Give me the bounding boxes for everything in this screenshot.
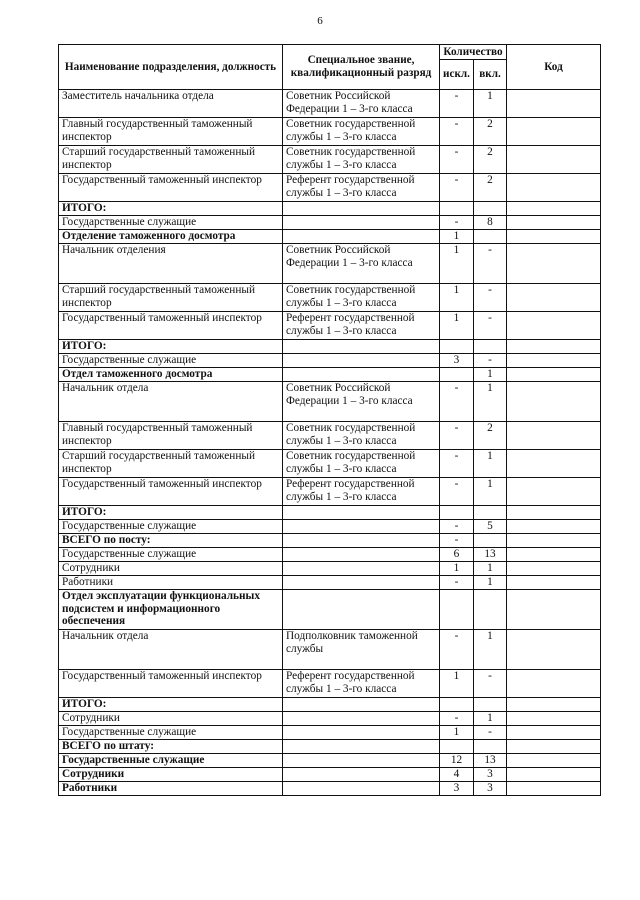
table-row	[59, 630, 601, 670]
row-rank-cell	[283, 782, 440, 796]
row-name-cell: ИТОГО:	[59, 340, 283, 354]
row-code-cell	[507, 726, 601, 740]
row-rank-cell	[283, 534, 440, 548]
row-included-cell: 1	[474, 712, 507, 726]
table-row	[59, 118, 601, 146]
row-rank-cell	[283, 726, 440, 740]
table-row	[59, 768, 601, 782]
row-included-cell: -	[474, 284, 507, 312]
row-excluded-cell	[440, 340, 474, 354]
row-code-cell	[507, 630, 601, 670]
row-included-cell	[474, 534, 507, 548]
row-rank-cell: Референт государственной службы 1 – 3-го класса	[283, 478, 440, 506]
row-rank-cell	[283, 520, 440, 534]
row-excluded-cell: 3	[440, 782, 474, 796]
row-included-cell: 8	[474, 216, 507, 230]
table-row	[59, 782, 601, 796]
row-rank-cell	[283, 230, 440, 244]
header-included: вкл.	[474, 60, 507, 90]
row-included-cell: 13	[474, 548, 507, 562]
row-excluded-cell: 1	[440, 230, 474, 244]
row-excluded-cell: -	[440, 118, 474, 146]
row-excluded-cell: -	[440, 216, 474, 230]
row-rank-cell: Советник Российской Федерации 1 – 3-го класса	[283, 244, 440, 284]
table-row	[59, 90, 601, 118]
row-included-cell: 2	[474, 146, 507, 174]
row-included-cell: 1	[474, 90, 507, 118]
row-name-cell: Сотрудники	[59, 562, 283, 576]
row-excluded-cell: -	[440, 712, 474, 726]
row-excluded-cell	[440, 740, 474, 754]
row-code-cell	[507, 422, 601, 450]
row-rank-cell	[283, 506, 440, 520]
row-excluded-cell: -	[440, 630, 474, 670]
row-name-cell: Государственные служащие	[59, 726, 283, 740]
row-name-cell: Главный государственный таможенный инспектор	[59, 118, 283, 146]
row-excluded-cell: -	[440, 576, 474, 590]
row-name-cell: ИТОГО:	[59, 698, 283, 712]
row-name-cell: Государственные служащие	[59, 548, 283, 562]
row-included-cell: 3	[474, 768, 507, 782]
table-row	[59, 450, 601, 478]
row-name-cell: Государственные служащие	[59, 754, 283, 768]
row-name-cell: Отдел эксплуатации функциональных подсистем и информационного обеспечения	[59, 590, 283, 630]
row-included-cell: 1	[474, 478, 507, 506]
table-row	[59, 506, 601, 520]
table-row	[59, 562, 601, 576]
row-excluded-cell: -	[440, 90, 474, 118]
row-name-cell: Старший государственный таможенный инспектор	[59, 284, 283, 312]
row-code-cell	[507, 368, 601, 382]
table-row	[59, 312, 601, 340]
header-excluded: искл.	[440, 60, 474, 90]
row-name-cell: Старший государственный таможенный инспектор	[59, 146, 283, 174]
row-excluded-cell: -	[440, 422, 474, 450]
row-excluded-cell: -	[440, 382, 474, 422]
row-name-cell: ВСЕГО по штату:	[59, 740, 283, 754]
row-code-cell	[507, 548, 601, 562]
staff-table	[58, 44, 601, 796]
row-code-cell	[507, 202, 601, 216]
row-excluded-cell: -	[440, 146, 474, 174]
table-row	[59, 284, 601, 312]
table-row	[59, 670, 601, 698]
row-included-cell	[474, 202, 507, 216]
header-name: Наименование подразделения, должность	[59, 45, 283, 90]
row-code-cell	[507, 244, 601, 284]
row-excluded-cell: 1	[440, 670, 474, 698]
table-row	[59, 548, 601, 562]
row-included-cell	[474, 698, 507, 712]
table-row	[59, 340, 601, 354]
row-code-cell	[507, 340, 601, 354]
row-excluded-cell: 12	[440, 754, 474, 768]
row-excluded-cell: -	[440, 520, 474, 534]
row-included-cell: 2	[474, 118, 507, 146]
row-excluded-cell: 1	[440, 726, 474, 740]
row-rank-cell: Советник государственной службы 1 – 3-го класса	[283, 284, 440, 312]
row-name-cell: Заместитель начальника отдела	[59, 90, 283, 118]
table-row	[59, 520, 601, 534]
row-excluded-cell: 1	[440, 284, 474, 312]
row-rank-cell	[283, 712, 440, 726]
row-included-cell	[474, 506, 507, 520]
table-row	[59, 698, 601, 712]
row-code-cell	[507, 590, 601, 630]
table-row	[59, 382, 601, 422]
row-excluded-cell	[440, 698, 474, 712]
row-name-cell: Работники	[59, 576, 283, 590]
table-row	[59, 726, 601, 740]
row-rank-cell	[283, 340, 440, 354]
row-included-cell	[474, 590, 507, 630]
row-name-cell: Старший государственный таможенный инспектор	[59, 450, 283, 478]
row-included-cell: 5	[474, 520, 507, 534]
row-excluded-cell	[440, 590, 474, 630]
row-excluded-cell	[440, 202, 474, 216]
row-included-cell: 3	[474, 782, 507, 796]
row-included-cell	[474, 230, 507, 244]
row-excluded-cell: 3	[440, 354, 474, 368]
table-row	[59, 146, 601, 174]
row-rank-cell: Советник государственной службы 1 – 3-го класса	[283, 118, 440, 146]
row-rank-cell: Референт государственной службы 1 – 3-го класса	[283, 670, 440, 698]
row-code-cell	[507, 768, 601, 782]
row-included-cell	[474, 740, 507, 754]
row-included-cell: -	[474, 726, 507, 740]
row-excluded-cell: -	[440, 450, 474, 478]
row-name-cell: Отдел таможенного досмотра	[59, 368, 283, 382]
row-name-cell: Работники	[59, 782, 283, 796]
row-rank-cell: Советник государственной службы 1 – 3-го класса	[283, 450, 440, 478]
table-row	[59, 740, 601, 754]
row-code-cell	[507, 312, 601, 340]
row-rank-cell: Советник государственной службы 1 – 3-го класса	[283, 146, 440, 174]
row-rank-cell	[283, 590, 440, 630]
row-name-cell: Начальник отдела	[59, 382, 283, 422]
table-row	[59, 368, 601, 382]
row-excluded-cell	[440, 368, 474, 382]
table-row	[59, 754, 601, 768]
row-code-cell	[507, 478, 601, 506]
row-rank-cell: Советник государственной службы 1 – 3-го класса	[283, 422, 440, 450]
row-included-cell: 2	[474, 174, 507, 202]
table-row	[59, 422, 601, 450]
row-included-cell: 2	[474, 422, 507, 450]
row-excluded-cell: -	[440, 478, 474, 506]
row-code-cell	[507, 534, 601, 548]
header-quantity: Количество	[440, 45, 507, 60]
row-rank-cell: Референт государственной службы 1 – 3-го класса	[283, 174, 440, 202]
row-code-cell	[507, 698, 601, 712]
row-excluded-cell: 4	[440, 768, 474, 782]
row-name-cell: Сотрудники	[59, 768, 283, 782]
row-included-cell: -	[474, 670, 507, 698]
row-excluded-cell: 6	[440, 548, 474, 562]
row-code-cell	[507, 216, 601, 230]
row-name-cell: Начальник отдела	[59, 630, 283, 670]
table-row	[59, 230, 601, 244]
row-code-cell	[507, 740, 601, 754]
row-code-cell	[507, 284, 601, 312]
row-name-cell: Главный государственный таможенный инспектор	[59, 422, 283, 450]
row-excluded-cell: 1	[440, 244, 474, 284]
row-rank-cell	[283, 354, 440, 368]
row-name-cell: Государственный таможенный инспектор	[59, 670, 283, 698]
row-excluded-cell: -	[440, 174, 474, 202]
table-row	[59, 202, 601, 216]
row-rank-cell: Референт государственной службы 1 – 3-го класса	[283, 312, 440, 340]
row-code-cell	[507, 754, 601, 768]
row-included-cell	[474, 340, 507, 354]
row-code-cell	[507, 670, 601, 698]
row-name-cell: Государственный таможенный инспектор	[59, 478, 283, 506]
row-included-cell: 1	[474, 368, 507, 382]
row-rank-cell	[283, 576, 440, 590]
row-name-cell: Отделение таможенного досмотра	[59, 230, 283, 244]
row-code-cell	[507, 90, 601, 118]
row-code-cell	[507, 450, 601, 478]
table-row	[59, 478, 601, 506]
row-rank-cell	[283, 754, 440, 768]
row-code-cell	[507, 576, 601, 590]
row-name-cell: Государственный таможенный инспектор	[59, 174, 283, 202]
row-included-cell: 1	[474, 450, 507, 478]
row-rank-cell	[283, 768, 440, 782]
row-name-cell: Государственные служащие	[59, 216, 283, 230]
row-rank-cell: Подполковник таможенной службы	[283, 630, 440, 670]
row-excluded-cell: -	[440, 534, 474, 548]
row-code-cell	[507, 520, 601, 534]
row-included-cell: 1	[474, 382, 507, 422]
row-rank-cell: Советник Российской Федерации 1 – 3-го класса	[283, 382, 440, 422]
row-included-cell: 13	[474, 754, 507, 768]
page-number: 6	[317, 15, 323, 27]
row-code-cell	[507, 118, 601, 146]
row-rank-cell	[283, 202, 440, 216]
row-name-cell: Государственные служащие	[59, 520, 283, 534]
row-included-cell: 1	[474, 576, 507, 590]
row-name-cell: ИТОГО:	[59, 506, 283, 520]
row-included-cell: 1	[474, 562, 507, 576]
row-included-cell: -	[474, 312, 507, 340]
row-name-cell: Сотрудники	[59, 712, 283, 726]
table-row	[59, 576, 601, 590]
row-code-cell	[507, 782, 601, 796]
row-rank-cell	[283, 740, 440, 754]
table-row	[59, 174, 601, 202]
header-rank: Специальное звание, квалификационный разряд	[283, 45, 440, 90]
header-code: Код	[507, 45, 601, 90]
row-name-cell: Государственный таможенный инспектор	[59, 312, 283, 340]
row-code-cell	[507, 354, 601, 368]
row-rank-cell	[283, 548, 440, 562]
row-name-cell: Начальник отделения	[59, 244, 283, 284]
row-included-cell: 1	[474, 630, 507, 670]
row-excluded-cell: 1	[440, 312, 474, 340]
row-code-cell	[507, 506, 601, 520]
row-rank-cell: Советник Российской Федерации 1 – 3-го класса	[283, 90, 440, 118]
row-name-cell: ИТОГО:	[59, 202, 283, 216]
row-code-cell	[507, 174, 601, 202]
row-name-cell: Государственные служащие	[59, 354, 283, 368]
table-row	[59, 534, 601, 548]
table-row	[59, 712, 601, 726]
table-row	[59, 590, 601, 630]
row-rank-cell	[283, 698, 440, 712]
row-code-cell	[507, 562, 601, 576]
row-included-cell: -	[474, 354, 507, 368]
row-code-cell	[507, 382, 601, 422]
row-code-cell	[507, 146, 601, 174]
row-code-cell	[507, 712, 601, 726]
table-row	[59, 216, 601, 230]
table-row	[59, 354, 601, 368]
row-excluded-cell	[440, 506, 474, 520]
table-row	[59, 244, 601, 284]
row-code-cell	[507, 230, 601, 244]
row-included-cell: -	[474, 244, 507, 284]
row-excluded-cell: 1	[440, 562, 474, 576]
row-name-cell: ВСЕГО по посту:	[59, 534, 283, 548]
row-rank-cell	[283, 216, 440, 230]
row-rank-cell	[283, 368, 440, 382]
row-rank-cell	[283, 562, 440, 576]
